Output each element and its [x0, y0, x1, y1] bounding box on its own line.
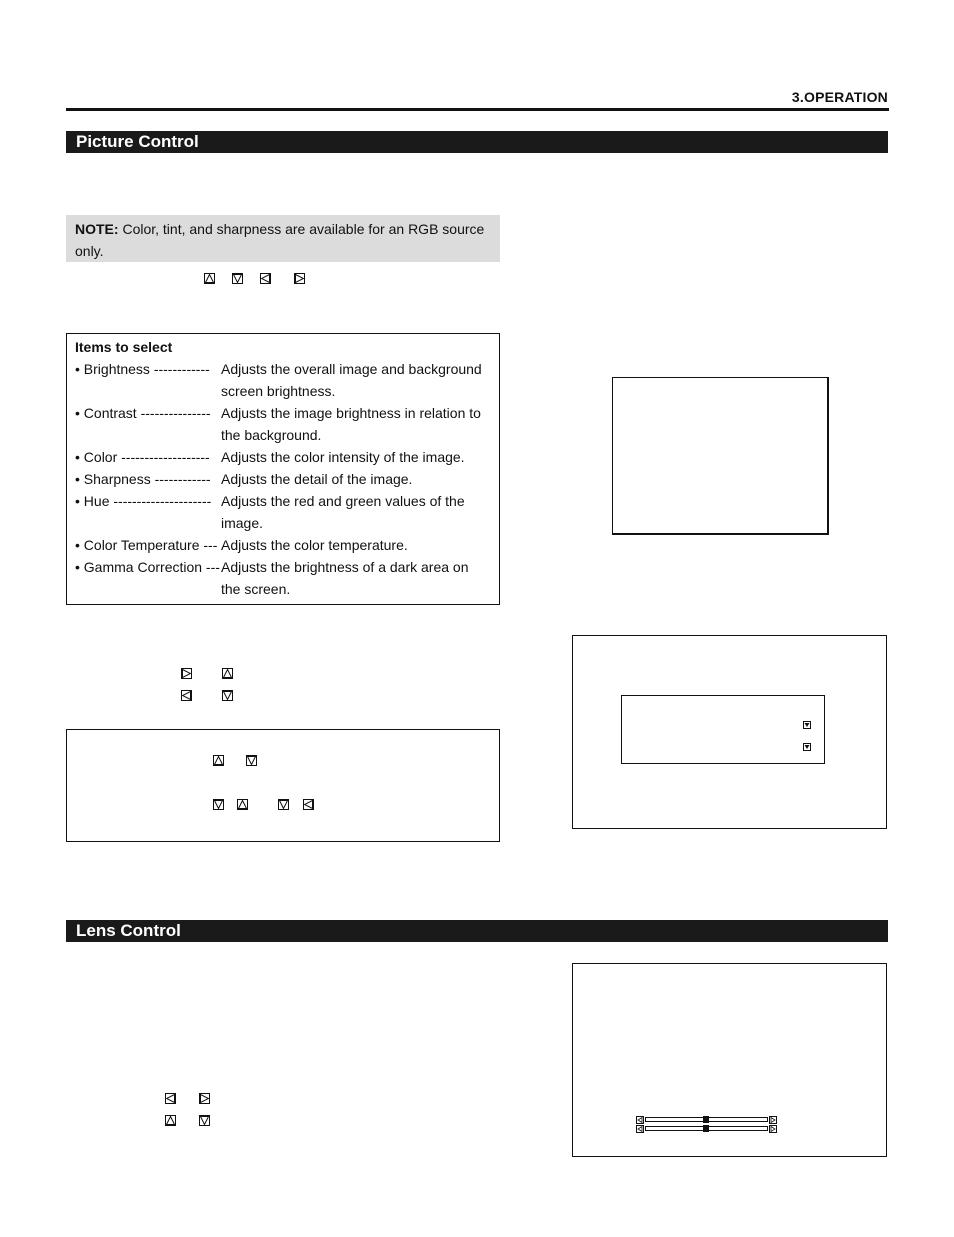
items-to-select-box: [66, 333, 500, 605]
dropdown-panel: [621, 695, 825, 764]
triangle-left-icon: [260, 273, 271, 284]
list-item: [75, 490, 491, 534]
item-description: Adjusts the overall image and background screen brightness.: [221, 361, 482, 399]
instruction-box: [66, 729, 500, 842]
header-rule: [66, 108, 889, 111]
menu-screen-figure: [612, 377, 829, 535]
triangle-down-icon: [232, 273, 243, 284]
triangle-left-icon: [303, 799, 314, 810]
item-description: Adjusts the brightness of a dark area on the screen.: [221, 559, 469, 597]
section-title-picture-control: [66, 131, 888, 153]
triangle-left-icon: [181, 690, 192, 701]
dropdown-arrow-icon[interactable]: [803, 743, 811, 751]
slider-right-icon[interactable]: [769, 1125, 777, 1133]
chapter-label: 3.OPERATION: [791, 89, 888, 105]
note-text: Color, tint, and sharpness are available for an RGB source only.: [75, 221, 485, 259]
item-description: Adjusts the detail of the image.: [221, 471, 413, 487]
item-name: • Color Temperature ---: [75, 537, 218, 553]
note-label: NOTE:: [75, 221, 119, 237]
triangle-right-icon: [294, 273, 305, 284]
list-item: [75, 534, 491, 556]
triangle-up-icon: [213, 755, 224, 766]
note-box: [66, 215, 500, 262]
list-item: [75, 446, 491, 468]
item-description: Adjusts the color intensity of the image.: [221, 449, 465, 465]
item-description: Adjusts the red and green values of the image.: [221, 493, 465, 531]
triangle-right-icon: [199, 1093, 210, 1104]
section-title-lens-control: [66, 920, 888, 942]
slider-knob[interactable]: [703, 1125, 709, 1132]
item-description: Adjusts the image brightness in relation to the background.: [221, 405, 481, 443]
lens-control-figure: [572, 963, 887, 1157]
item-description: Adjusts the color temperature.: [221, 537, 408, 553]
list-item: [75, 556, 491, 600]
item-name: • Sharpness ------------: [75, 471, 211, 487]
triangle-up-icon: [237, 799, 248, 810]
slider-left-icon[interactable]: [636, 1125, 644, 1133]
item-name: • Brightness ------------: [75, 361, 210, 377]
items-title: Items to select: [75, 339, 173, 355]
list-item: [75, 358, 491, 402]
triangle-down-icon: [222, 690, 233, 701]
triangle-left-icon: [165, 1093, 176, 1104]
triangle-up-icon: [204, 273, 215, 284]
item-name: • Color -------------------: [75, 449, 210, 465]
triangle-down-icon: [213, 799, 224, 810]
slider-right-icon[interactable]: [769, 1116, 777, 1124]
triangle-up-icon: [165, 1115, 176, 1126]
triangle-down-icon: [278, 799, 289, 810]
picture-adjust-figure: [572, 635, 887, 829]
list-item: [75, 402, 491, 446]
triangle-down-icon: [246, 755, 257, 766]
item-name: • Gamma Correction ---: [75, 559, 220, 575]
list-item: [75, 468, 491, 490]
item-name: • Contrast ---------------: [75, 405, 211, 421]
slider-knob[interactable]: [703, 1116, 709, 1123]
section-title-text: Lens Control: [76, 921, 181, 940]
triangle-right-icon: [181, 668, 192, 679]
dropdown-arrow-icon[interactable]: [803, 721, 811, 729]
item-name: • Hue ---------------------: [75, 493, 212, 509]
triangle-down-icon: [199, 1115, 210, 1126]
slider-left-icon[interactable]: [636, 1116, 644, 1124]
section-title-text: Picture Control: [76, 132, 199, 151]
triangle-up-icon: [222, 668, 233, 679]
